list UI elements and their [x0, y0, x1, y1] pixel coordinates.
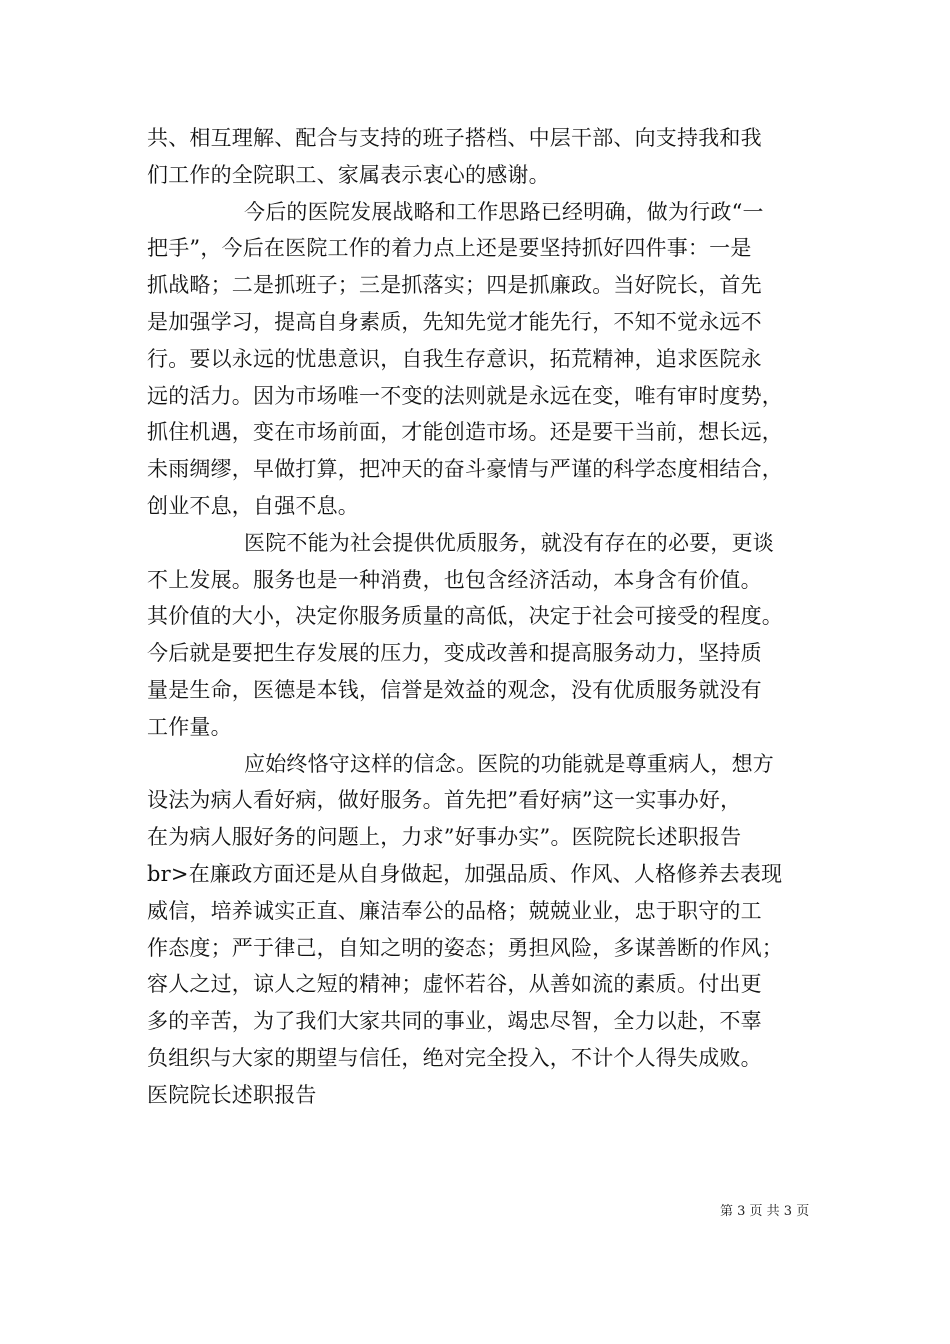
text-line: 今后就是要把生存发展的压力，变成改善和提高服务动力，坚持质 [147, 641, 762, 666]
text-line: br>在廉政方面还是从自身做起，加强品质、作风、人格修养去表现 [147, 861, 783, 886]
body-text [147, 120, 827, 1114]
text-line: 未雨绸缪，早做打算，把冲天的奋斗豪情与严谨的科学态度相结合， [147, 457, 783, 482]
paragraph-start-line: 今后的医院发展战略和工作思路已经明确，做为行政“一 [244, 199, 764, 224]
text-line: 医院院长述职报告 [147, 1082, 317, 1107]
text-line: 负组织与大家的期望与信任，绝对完全投入，不计个人得失成败。 [147, 1045, 762, 1070]
text-line: 容人之过，谅人之短的精神；虚怀若谷，从善如流的素质。付出更 [147, 972, 762, 997]
text-line: 在为病人服好务的问题上，力求”好事办实”。医院院长述职报告 [147, 825, 742, 850]
text-line: 多的辛苦，为了我们大家共同的事业，竭忠尽智，全力以赴，不辜 [147, 1009, 762, 1034]
text-line: 远的活力。因为市场唯一不变的法则就是永远在变，唯有审时度势， [147, 383, 783, 408]
text-line: 把手”，今后在医院工作的着力点上还是要坚持抓好四件事：一是 [147, 236, 752, 261]
text-line: 行。要以永远的忧患意识，自我生存意识，拓荒精神，追求医院永 [147, 346, 762, 371]
text-line: 威信，培养诚实正直、廉洁奉公的品格；兢兢业业，忠于职守的工 [147, 898, 762, 923]
text-line: 抓战略；二是抓班子；三是抓落实；四是抓廉政。当好院长，首先 [147, 273, 762, 298]
page-number-footer: 第 3 页 共 3 页 [720, 1204, 810, 1219]
text-line: 工作量。 [147, 714, 232, 739]
text-line: 其价值的大小，决定你服务质量的高低，决定于社会可接受的程度。 [147, 604, 783, 629]
paragraph-start-line: 医院不能为社会提供优质服务，就没有存在的必要，更谈 [244, 530, 774, 555]
text-line: 抓住机遇，变在市场前面，才能创造市场。还是要干当前，想长远， [147, 420, 783, 445]
text-line: 设法为病人看好病，做好服务。首先把”看好病”这一实事办好， [147, 788, 742, 813]
text-line: 是加强学习，提高自身素质，先知先觉才能先行，不知不觉永远不 [147, 309, 762, 334]
paragraph-start-line: 应始终恪守这样的信念。医院的功能就是尊重病人，想方 [244, 751, 774, 776]
text-line: 共、相互理解、配合与支持的班子搭档、中层干部、向支持我和我 [147, 126, 762, 150]
text-line: 作态度；严于律己，自知之明的姿态；勇担风险，多谋善断的作风； [147, 935, 783, 960]
text-line: 们工作的全院职工、家属表示衷心的感谢。 [147, 162, 550, 187]
text-line: 创业不息，自强不息。 [147, 493, 359, 518]
text-line: 量是生命，医德是本钱，信誉是效益的观念，没有优质服务就没有 [147, 677, 762, 702]
text-line: 不上发展。服务也是一种消费，也包含经济活动，本身含有价值。 [147, 567, 762, 592]
